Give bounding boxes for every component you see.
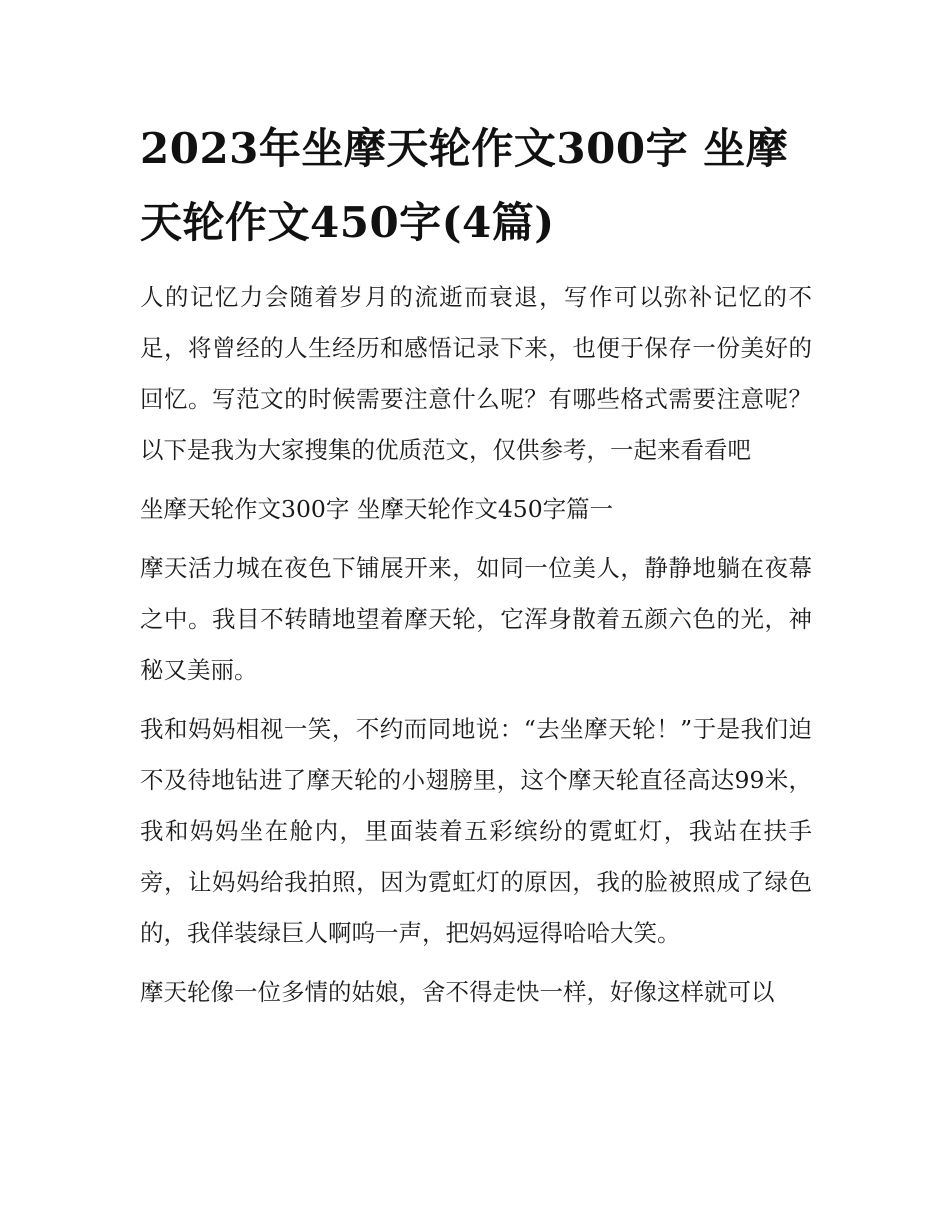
body-paragraph: 摩天活力城在夜色下铺展开来，如同一位美人，静静地躺在夜幕之中。我目不转睛地望着摩天轮，它浑身散着五颜六色的光，神秘又美丽。: [140, 554, 812, 684]
document-title: 2023年坐摩天轮作文300字 坐摩天轮作文450字(4篇): [140, 124, 789, 247]
document-page: [140, 112, 812, 1018]
body-paragraph: 我和妈妈相视一笑，不约而同地说：“去坐摩天轮！”于是我们迫不及待地钻进了摩天轮的小翅膀里，这个摩天轮直径高达99米，我和妈妈坐在舱内，里面装着五彩缤纷的霓虹灯，我站在扶手旁，让妈妈给我拍照，因为霓虹灯的原因，我的脸被照成了绿色的，我佯装绿巨人啊呜一声，把妈妈逗得哈哈大笑。: [140, 715, 812, 947]
body-paragraph: 摩天轮像一位多情的姑娘，舍不得走快一样，好像这样就可以: [140, 978, 775, 1006]
section-heading: 坐摩天轮作文300字 坐摩天轮作文450字篇一: [140, 495, 614, 523]
intro-paragraph: 人的记忆力会随着岁月的流逝而衰退，写作可以弥补记忆的不足，将曾经的人生经历和感悟记录下来，也便于保存一份美好的回忆。写范文的时候需要注意什么呢？有哪些格式需要注意呢？以下是我为大家搜集的优质范文，仅供参考，一起来看看吧: [140, 283, 812, 464]
